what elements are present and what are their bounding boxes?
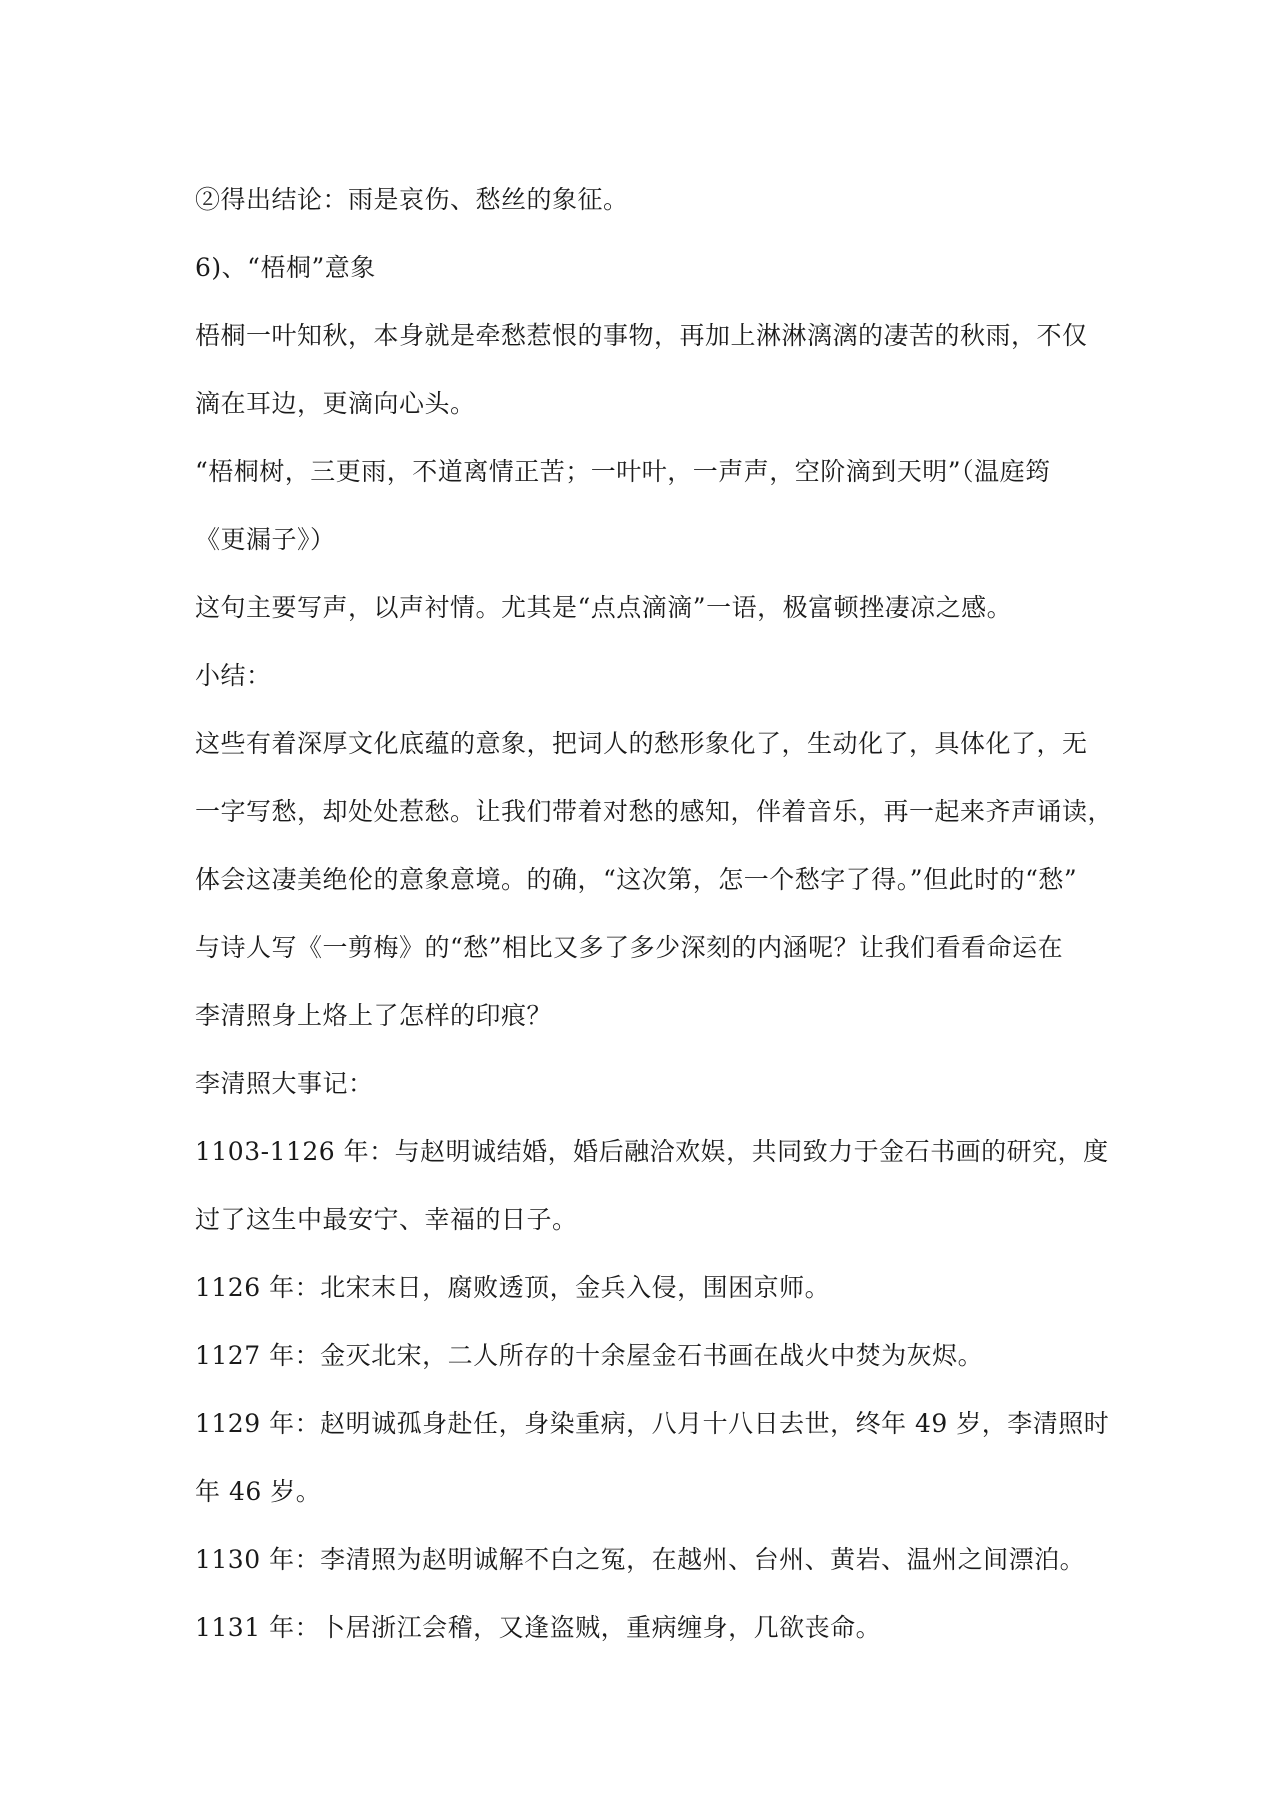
chronology-heading: 李清照大事记： (195, 1069, 374, 1098)
chronology-entry: 1129 年：赵明诚孤身赴任，身染重病，八月十八日去世，终年 49 岁，李清照时 (195, 1409, 1110, 1438)
text-line: ②得出结论：雨是哀伤、愁丝的象征。 (195, 185, 629, 214)
chronology-entry: 1126 年：北宋末日，腐败透顶，金兵入侵，围困京师。 (195, 1273, 831, 1302)
text-line: 这些有着深厚文化底蕴的意象，把词人的愁形象化了，生动化了，具体化了，无 (195, 729, 1088, 758)
text-line: 李清照身上烙上了怎样的印痕？ (195, 1001, 553, 1030)
quote-source: 《更漏子》） (195, 525, 336, 554)
chronology-entry: 1131 年：卜居浙江会稽，又逢盗贼，重病缠身，几欲丧命。 (195, 1613, 882, 1642)
summary-heading: 小结： (195, 661, 272, 690)
section-heading-wutong: 6)、“梧桐”意象 (195, 253, 376, 282)
quote-line: “梧桐树，三更雨，不道离情正苦；一叶叶，一声声，空阶滴到天明”（温庭筠 (195, 457, 1051, 486)
chronology-entry: 1130 年：李清照为赵明诚解不白之冤，在越州、台州、黄岩、温州之间漂泊。 (195, 1545, 1086, 1574)
chronology-entry: 1103-1126 年：与赵明诚结婚，婚后融洽欢娱，共同致力于金石书画的研究，度 (195, 1137, 1109, 1166)
text-line: 与诗人写《一剪梅》的“愁”相比又多了多少深刻的内涵呢？让我们看看命运在 (195, 933, 1064, 962)
document-body (195, 166, 1114, 1662)
text-line: 体会这凄美绝伦的意象意境。的确，“这次第，怎一个愁字了得。”但此时的“愁” (195, 865, 1078, 894)
text-line: 这句主要写声，以声衬情。尤其是“点点滴滴”一语，极富顿挫凄凉之感。 (195, 593, 1013, 622)
chronology-entry-continued: 过了这生中最安宁、幸福的日子。 (195, 1205, 578, 1234)
chronology-entry: 1127 年：金灭北宋，二人所存的十余屋金石书画在战火中焚为灰烬。 (195, 1341, 984, 1370)
chronology-entry-continued: 年 46 岁。 (195, 1477, 322, 1506)
text-line: 梧桐一叶知秋，本身就是牵愁惹恨的事物，再加上淋淋漓漓的凄苦的秋雨，不仅 (195, 321, 1088, 350)
text-line: 一字写愁，却处处惹愁。让我们带着对愁的感知，伴着音乐，再一起来齐声诵读， (195, 797, 1114, 826)
text-line: 滴在耳边，更滴向心头。 (195, 389, 476, 418)
